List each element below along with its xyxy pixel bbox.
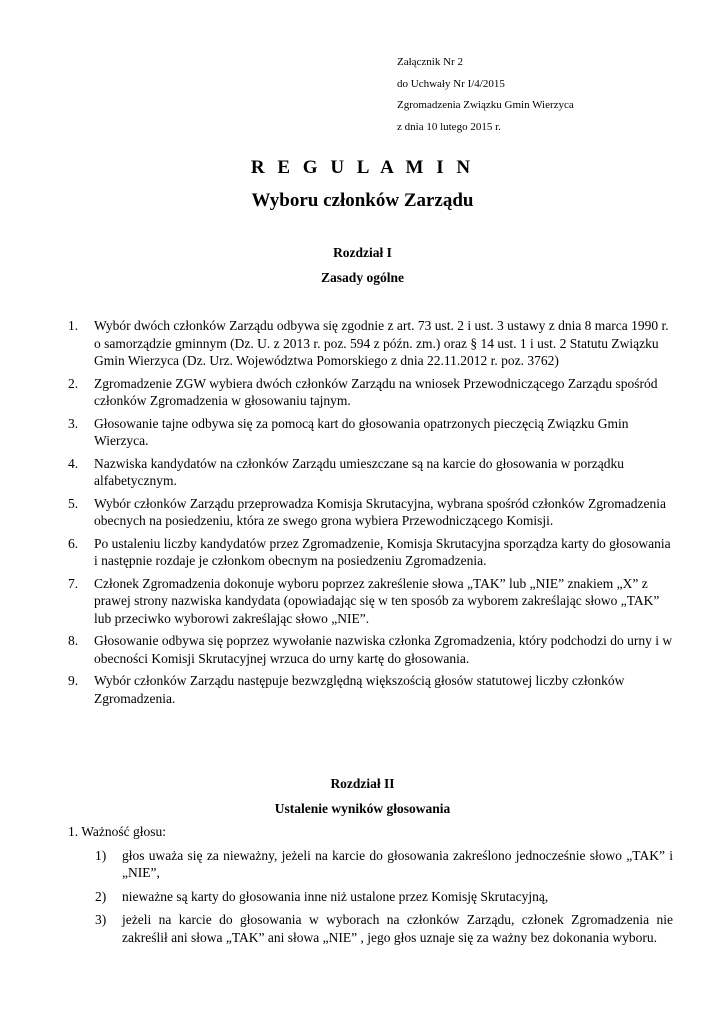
sub-list-item-text: jeżeli na karcie do głosowania w wyborach na członków Zarządu, członek Zgromadzenia nie zakreślił ani słowa „TAK” ani słowa „NIE” , jego głos uznaje się za ważny bez dokonania wyboru. <box>122 912 673 945</box>
chapter-2-list <box>68 823 673 952</box>
document-subtitle: Wyboru członków Zarządu <box>251 190 474 211</box>
sub-list-item-number: 2) <box>95 888 107 904</box>
validity-lead-number: 1. <box>68 824 79 839</box>
annex-header <box>397 52 574 138</box>
list-item-text: Wybór członków Zarządu przeprowadza Komisja Skrutacyjna, wybrana spośród członków Zgromadzenia obecnych na posiedzeniu, która ze swego grona wybiera Przewodniczącego Komisji. <box>94 495 666 528</box>
sub-list-item <box>68 847 673 882</box>
sub-list-item-number: 3) <box>95 912 107 927</box>
chapter-1-heading: Rozdział I <box>333 245 392 260</box>
validity-lead <box>68 823 673 841</box>
list-item-text: Po ustaleniu liczby kandydatów przez Zgromadzenie, Komisja Skrutacyjna sporządza karty do głosowania i następnie rozdaje je członkom obecnym na posiedzeniu Zgromadzenia. <box>94 535 671 568</box>
list-item-text: Nazwiska kandydatów na członków Zarządu umieszczane są na karcie do głosowania w porządku alfabetycznym. <box>94 455 625 488</box>
annex-line-2: do Uchwały Nr I/4/2015 <box>397 77 505 90</box>
sub-list-item-number: 1) <box>95 847 107 863</box>
document-title: R E G U L A M I N <box>250 157 475 178</box>
list-item <box>68 375 673 410</box>
sub-list-item <box>68 888 673 906</box>
list-item-number: 1. <box>68 318 79 333</box>
list-item <box>68 455 673 490</box>
annex-line-3: Zgromadzenia Związku Gmin Wierzyca <box>397 99 574 111</box>
chapter-2-heading: Rozdział II <box>330 776 395 791</box>
list-item <box>68 415 673 450</box>
chapter-1-list <box>68 317 673 712</box>
validity-lead-text: Ważność głosu: <box>81 824 167 839</box>
list-item-number: 7. <box>68 575 79 591</box>
chapter-1-subheading: Zasady ogólne <box>321 270 404 285</box>
list-item-number: 8. <box>68 633 79 648</box>
sub-list-item <box>68 911 673 946</box>
list-item-text: Głosowanie tajne odbywa się za pomocą kart do głosowania opatrzonych pieczęcią Związku Gmin Wierzyca. <box>94 415 629 448</box>
list-item <box>68 575 673 628</box>
list-item-number: 2. <box>68 375 79 391</box>
annex-line-1: Załącznik Nr 2 <box>397 56 463 68</box>
list-item-text: Członek Zgromadzenia dokonuje wyboru poprzez zakreślenie słowa „TAK” lub „NIE” znakiem „X” z prawej strony nazwiska kandydata (opowiadając się w ten sposób za wyborem zakreślając słowo „TAK” lub przeciwko wyborowi zakreślając słowo „NIE”. <box>94 575 660 626</box>
sub-list-item-text: nieważne są karty do głosowania inne niż ustalone przez Komisję Skrutacyjną, <box>122 888 549 904</box>
list-item-text: Wybór członków Zarządu następuje bezwzględną większością głosów statutowej liczby członków Zgromadzenia. <box>94 673 625 706</box>
list-item-number: 3. <box>68 415 79 431</box>
list-item <box>68 317 673 370</box>
list-item-number: 4. <box>68 455 79 471</box>
list-item-text: Wybór dwóch członków Zarządu odbywa się zgodnie z art. 73 ust. 2 i ust. 3 ustawy z dnia 8 marca 1990 r. o samorządzie gminnym (Dz. U. z 2013 r. poz. 594 z późn. zm.) oraz § 14 ust. 1 i ust. 2 Statutu Związku Gmin Wierzyca (Dz. Urz. Województwa Pomorskiego z dnia 22.11.2012 r. poz. 3762) <box>94 318 669 368</box>
list-item <box>68 535 673 570</box>
list-item-number: 5. <box>68 495 79 511</box>
sub-list-item-text: głos uważa się za nieważny, jeżeli na karcie do głosowania zakreślono jednocześnie słowo „TAK” i „NIE”, <box>122 847 673 880</box>
chapter-2-subheading: Ustalenie wyników głosowania <box>274 801 451 816</box>
list-item <box>68 495 673 530</box>
annex-line-4: z dnia 10 lutego 2015 r. <box>397 120 501 133</box>
list-item <box>68 672 673 707</box>
list-item-number: 9. <box>68 673 79 688</box>
list-item-text: Zgromadzenie ZGW wybiera dwóch członków Zarządu na wniosek Przewodniczącego Zarządu spośród członków Zgromadzenia w głosowaniu tajnym. <box>94 375 658 408</box>
list-item-text: Głosowanie odbywa się poprzez wywołanie nazwiska członka Zgromadzenia, który podchodzi do urny i w obecności Komisji Skrutacyjnej wrzuca do urny kartę do głosowania. <box>94 633 673 666</box>
list-item-number: 6. <box>68 535 79 551</box>
list-item <box>68 632 673 667</box>
